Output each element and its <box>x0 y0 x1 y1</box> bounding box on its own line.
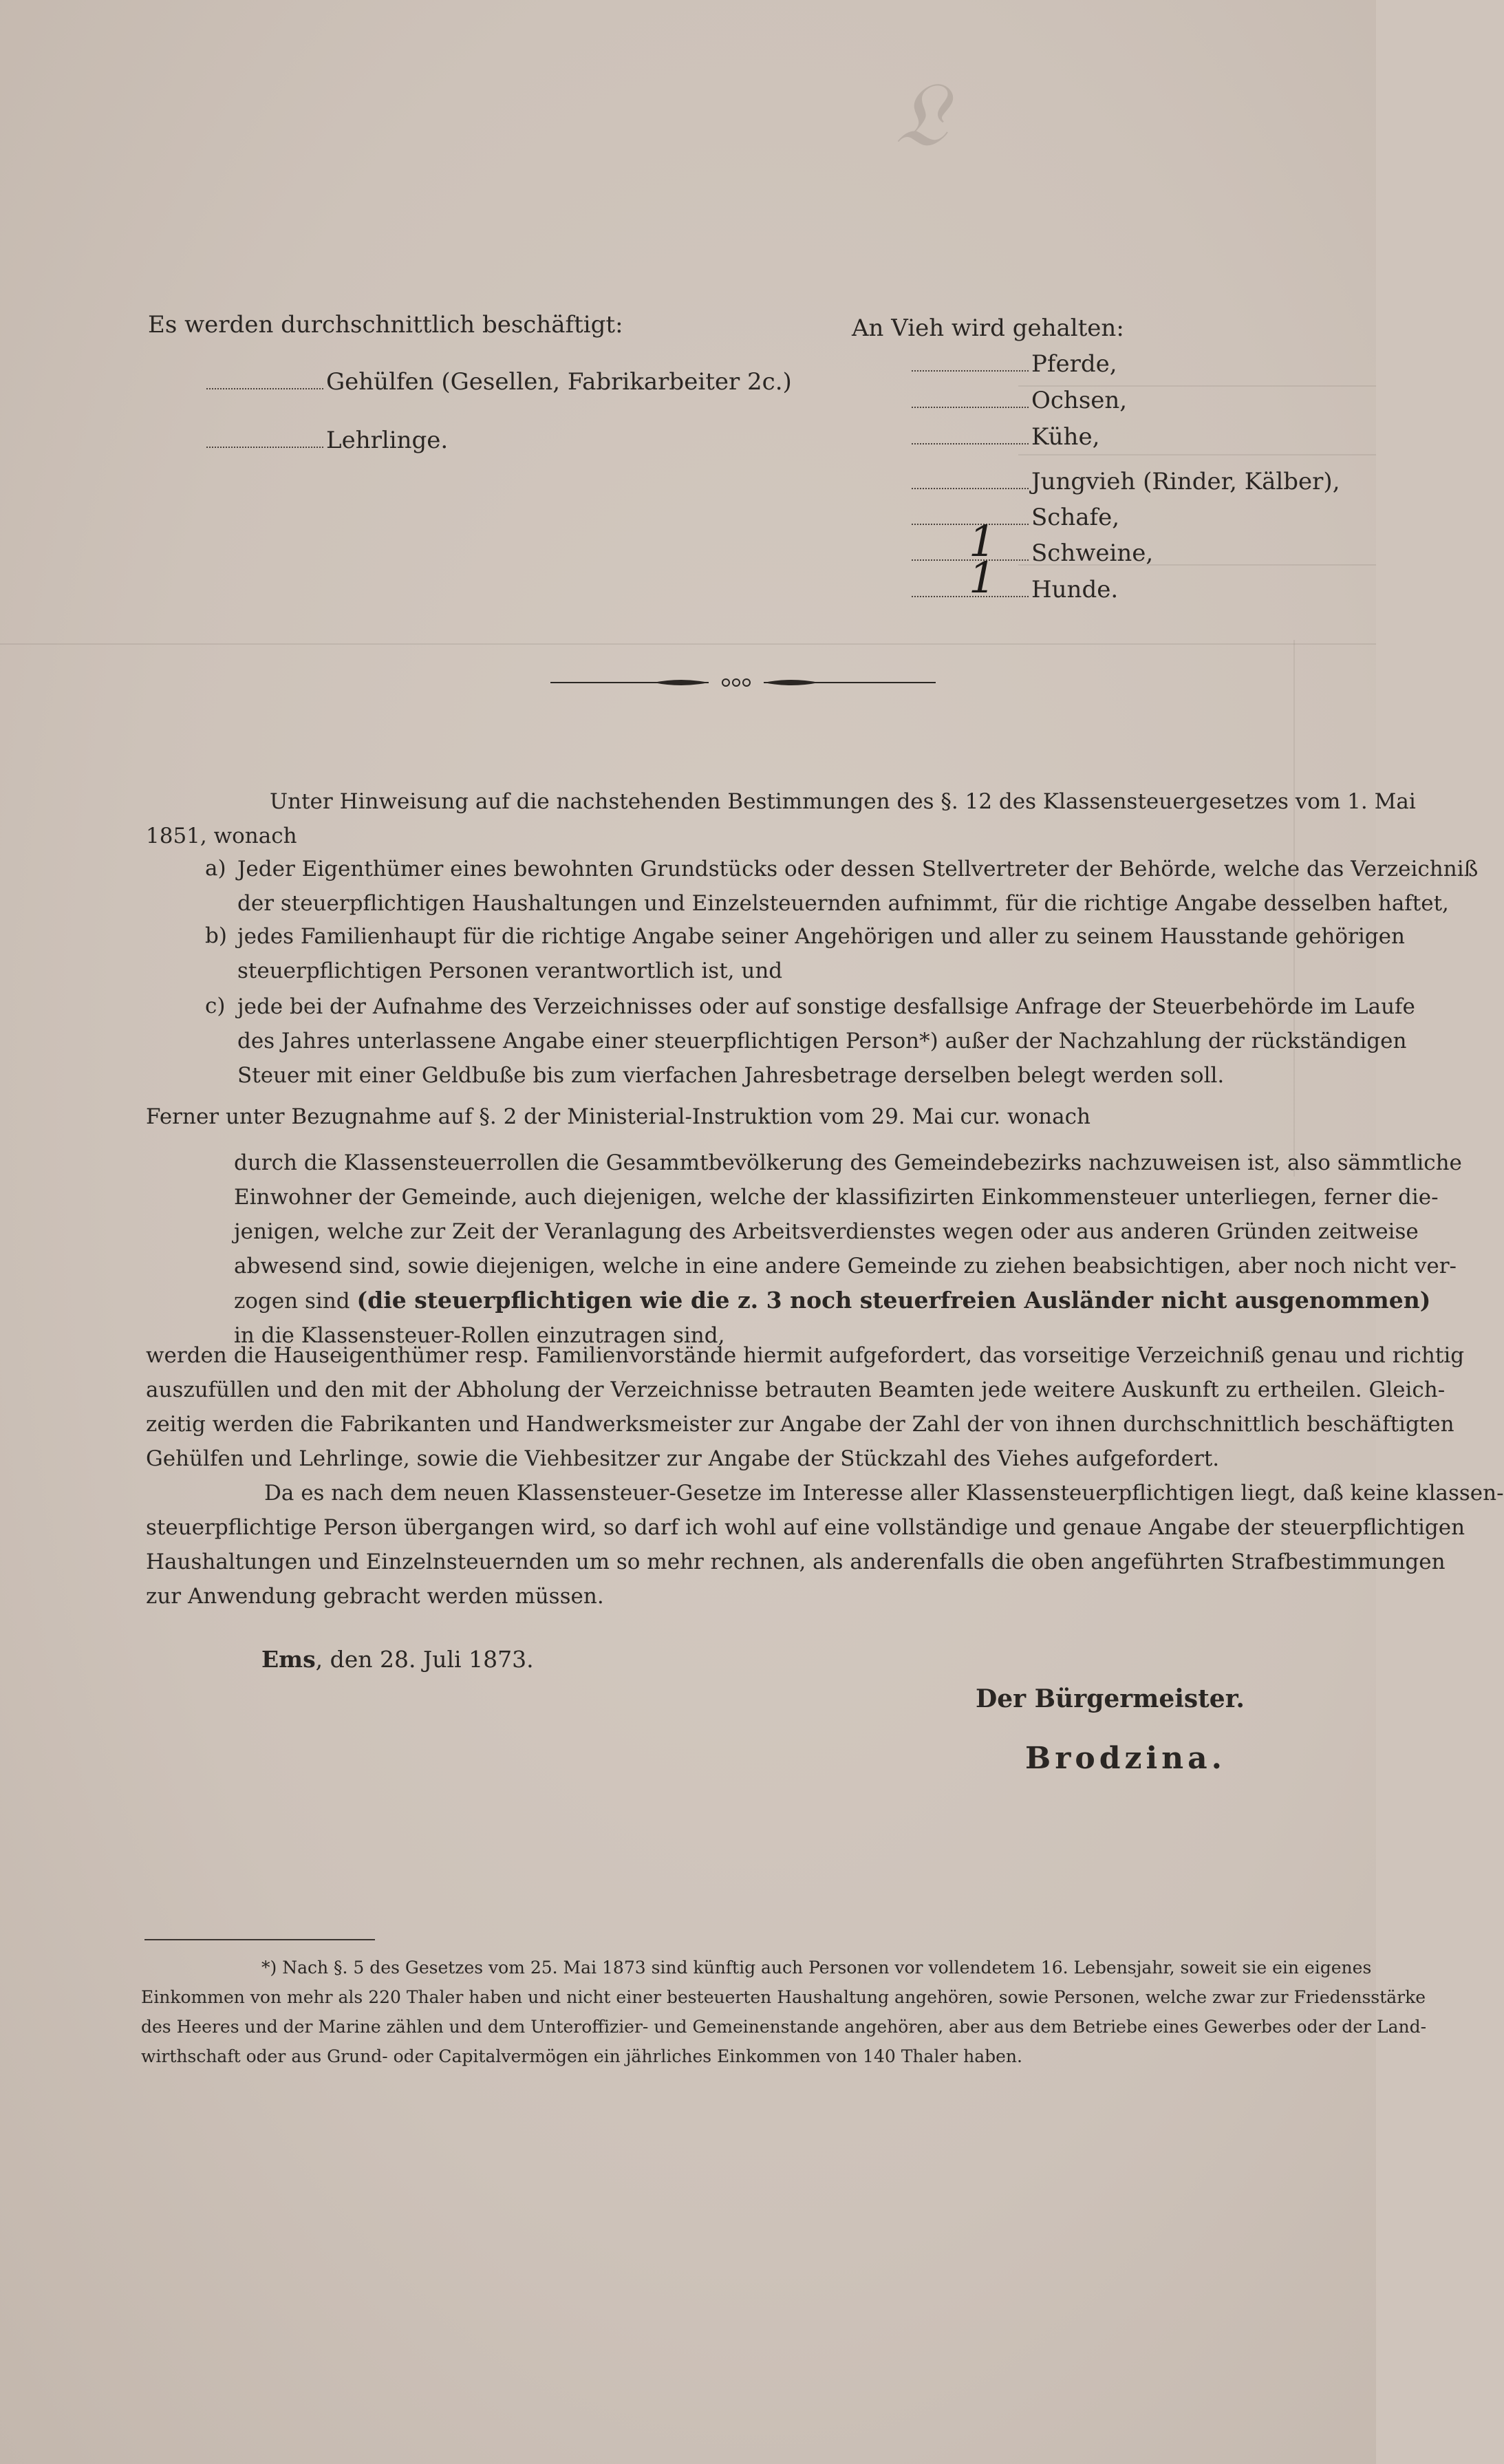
text-line: Haushaltungen und Einzelnsteuernden um so mehr rechnen, als anderenfalls die oben angeführten Strafbestimmungen <box>146 1550 1446 1574</box>
handwritten-count: 1 <box>969 553 996 603</box>
text-line: steuerpflichtigen Personen verantwortlich ist, und <box>237 958 783 983</box>
text-line: jedes Familienhaupt für die richtige Angabe seiner Angehörigen und aller zu seinem Hausstande gehörigen <box>237 924 1405 949</box>
text-line: Gehülfen und Lehrlinge, sowie die Viehbesitzer zur Angabe der Stückzahl des Viehes aufgefordert. <box>146 1446 1220 1471</box>
clause-marker: a) <box>205 856 226 881</box>
clause-marker: b) <box>205 923 227 948</box>
text-line: in die Klassensteuer-Rollen einzutragen sind, <box>234 1323 725 1348</box>
bleed-through-script: 𝔏 <box>894 62 952 167</box>
text-line: Ferner unter Bezugnahme auf §. 2 der Ministerial-Instruktion vom 29. Mai cur. wonach <box>146 1104 1091 1129</box>
date: , den 28. Juli 1873. <box>315 1646 534 1673</box>
text-line: des Jahres unterlassene Angabe einer steuerpflichtigen Person*) außer der Nachzahlung der rückständigen <box>237 1029 1407 1053</box>
livestock-item: Schweine, <box>912 542 1153 565</box>
blank-field[interactable] <box>912 473 1029 489</box>
blank-field[interactable] <box>912 428 1029 444</box>
employment-label: Lehrlinge. <box>326 427 449 454</box>
livestock-heading: An Vieh wird gehalten: <box>852 314 1124 342</box>
text-line: Einkommen von mehr als 220 Thaler haben und nicht einer besteuerten Haushaltung angehören, sowie Personen, welche zwar zur Friedensstärke <box>141 1987 1426 2007</box>
text-line: steuerpflichtige Person übergangen wird, so darf ich wohl auf eine vollständige und genaue Angabe der steuerpflichtigen <box>146 1515 1465 1540</box>
text-line: durch die Klassensteuerrollen die Gesammtbevölkerung des Gemeindebezirks nachzuweisen ist, also sämmtliche <box>234 1150 1462 1175</box>
text-line: jede bei der Aufnahme des Verzeichnisses oder auf sonstige desfallsige Anfrage der Steuerbehörde im Laufe <box>237 994 1415 1019</box>
text-line: abwesend sind, sowie diejenigen, welche in eine andere Gemeinde zu ziehen beabsichtigen, aber noch nicht ver- <box>234 1254 1457 1278</box>
livestock-item: Pferde, <box>912 352 1117 376</box>
text-line: Einwohner der Gemeinde, auch diejenigen, welche der klassifizirten Einkommensteuer unterliegen, ferner die- <box>234 1185 1439 1210</box>
text-line: zeitig werden die Fabrikanten und Handwerksmeister zur Angabe der Zahl der von ihnen durchschnittlich beschäftigten <box>146 1412 1454 1437</box>
place: Ems <box>261 1646 316 1673</box>
clause-b <box>237 919 1405 988</box>
text-line: des Heeres und der Marine zählen und dem Unteroffizier- und Gemeinenstande angehören, aber aus dem Betriebe eines Gewerbes oder der Land- <box>141 2017 1427 2037</box>
employment-label: Gehülfen (Gesellen, Fabrikarbeiter 2c.) <box>326 368 792 396</box>
ornament-divider <box>550 674 936 691</box>
text-line: werden die Hauseigenthümer resp. Familienvorstände hiermit aufgefordert, das vorseitige Verzeichniß genau und richtig <box>146 1343 1465 1368</box>
place-date <box>261 1648 534 1671</box>
text-line: zur Anwendung gebracht werden müssen. <box>146 1584 604 1609</box>
footnote-rule <box>144 1939 375 1940</box>
text-line: Unter Hinweisung auf die nachstehenden Bestimmungen des §. 12 des Klassensteuergesetzes vom 1. Mai <box>270 789 1416 814</box>
signature-title: Der Bürgermeister. <box>976 1684 1245 1713</box>
footnote <box>141 1953 1427 2071</box>
intro-paragraph <box>146 784 1416 853</box>
text-line: jenigen, welche zur Zeit der Veranlagung des Arbeitsverdienstes wegen oder aus anderen Gründen zeitweise <box>234 1219 1419 1244</box>
text-line: der steuerpflichtigen Haushaltungen und Einzelsteuernden aufnimmt, für die richtige Angabe desselben haftet, <box>237 891 1449 916</box>
text-line: Jeder Eigenthümer eines bewohnten Grundstücks oder dessen Stellvertreter der Behörde, welche das Verzeichniß <box>237 857 1479 881</box>
handwritten-count: 1 <box>969 516 996 566</box>
bleed-through-line <box>1018 454 1376 456</box>
clause-marker: c) <box>205 994 226 1018</box>
employment-item <box>206 370 792 394</box>
text-line: 1851, wonach <box>146 824 297 848</box>
closing-paragraph <box>146 1476 1504 1614</box>
livestock-item: Kühe, <box>912 425 1099 449</box>
livestock-item: Ochsen, <box>912 389 1127 412</box>
blank-field[interactable] <box>912 355 1029 372</box>
request-paragraph <box>146 1338 1465 1476</box>
employment-item <box>206 429 448 452</box>
text-line: auszufüllen und den mit der Abholung der Verzeichnisse betrauten Beamten jede weitere Auskunft zu ertheilen. Gleich- <box>146 1378 1446 1402</box>
text-line: Da es nach dem neuen Klassensteuer-Gesetze im Interesse aller Klassensteuerpflichtigen liegt, daß keine klassen- <box>264 1481 1504 1506</box>
livestock-item: Schafe, <box>912 506 1119 529</box>
text-line: *) Nach §. 5 des Gesetzes vom 25. Mai 1873 sind künftig auch Personen vor vollendetem 16. Lebensjahr, soweit sie ein eigenes <box>261 1958 1372 1978</box>
livestock-item: Hunde. <box>912 578 1118 601</box>
blank-field[interactable] <box>206 373 323 389</box>
blank-field[interactable] <box>206 431 323 448</box>
text-line: Steuer mit einer Geldbuße bis zum vierfachen Jahresbetrage derselben belegt werden soll. <box>237 1063 1225 1088</box>
blank-field[interactable] <box>912 392 1029 408</box>
text-line: wirthschaft oder aus Grund- oder Capitalvermögen ein jährliches Einkommen von 140 Thaler haben. <box>141 2046 1022 2066</box>
text-line: zogen sind (die steuerpflichtigen wie die z. 3 noch steuerfreien Ausländer nicht ausgenommen) <box>234 1287 1431 1314</box>
clause-a <box>237 852 1479 921</box>
ministerial-block <box>234 1146 1462 1353</box>
livestock-item: Jungvieh (Rinder, Kälber), <box>912 470 1340 493</box>
ferner-line <box>146 1100 1333 1134</box>
bleed-through-line <box>0 643 1376 645</box>
clause-c <box>237 989 1415 1093</box>
signature-name: Brodzina. <box>1025 1741 1227 1776</box>
employment-heading: Es werden durchschnittlich beschäftigt: <box>148 311 623 339</box>
bold-remark: (die steuerpflichtigen wie die z. 3 noch steuerfreien Ausländer nicht ausgenommen) <box>356 1287 1431 1314</box>
